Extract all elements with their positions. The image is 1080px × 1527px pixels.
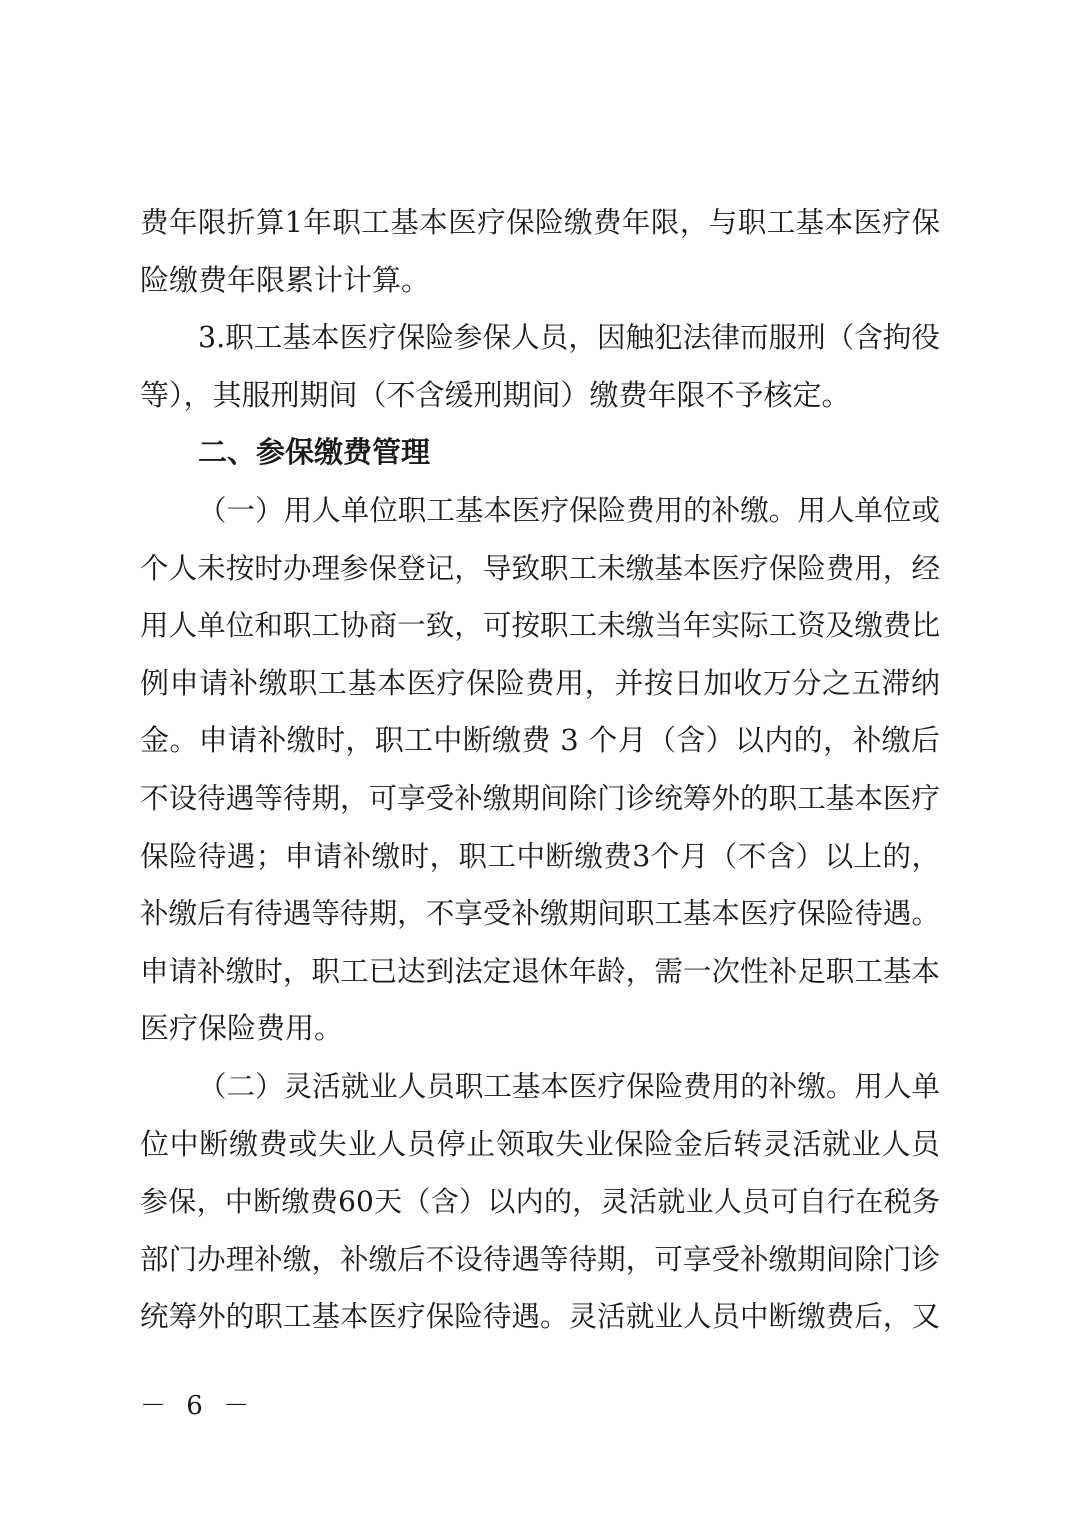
body-text-line: 申请补缴时，职工已达到法定退休年龄，需一次性补足职工基本 <box>140 954 940 988</box>
body-text-line: 参保，中断缴费60天（含）以内的，灵活就业人员可自行在税务 <box>140 1185 940 1219</box>
document-body <box>140 194 940 1346</box>
section-heading: 二、参保缴费管理 <box>198 435 431 470</box>
body-text-line: 部门办理补缴，补缴后不设待遇等待期，可享受补缴期间除门诊 <box>140 1242 940 1276</box>
body-text-line: 位中断缴费或失业人员停止领取失业保险金后转灵活就业人员 <box>140 1126 940 1161</box>
body-text-line: 保险待遇；申请补缴时，职工中断缴费3个月（不含）以上的， <box>140 839 940 873</box>
body-text-line: 医疗保险费用。 <box>140 1011 344 1046</box>
body-text-line: 等），其服刑期间（不含缓刑期间）缴费年限不予核定。 <box>140 377 851 412</box>
body-text-line: 不设待遇等待期，可享受补缴期间除门诊统筹外的职工基本医疗 <box>140 781 940 815</box>
body-text-line: （一）用人单位职工基本医疗保险费用的补缴。用人单位或 <box>198 493 940 527</box>
body-text-line: （二）灵活就业人员职工基本医疗保险费用的补缴。用人单 <box>198 1069 940 1103</box>
body-text-line: 个人未按时办理参保登记，导致职工未缴基本医疗保险费用，经 <box>140 551 940 585</box>
body-text-line: 统筹外的职工基本医疗保险待遇。灵活就业人员中断缴费后，又 <box>140 1300 940 1334</box>
body-text-line: 3.职工基本医疗保险参保人员，因触犯法律而服刑（含拘役 <box>198 321 940 355</box>
body-text-line: 补缴后有待遇等待期，不享受补缴期间职工基本医疗保险待遇。 <box>140 897 940 931</box>
body-text-line: 险缴费年限累计计算。 <box>140 262 431 297</box>
body-text-line: 费年限折算1年职工基本医疗保险缴费年限，与职工基本医疗保 <box>140 206 940 239</box>
page-number: － 6 － <box>140 1391 256 1421</box>
body-text-line: 用人单位和职工协商一致，可按职工未缴当年实际工资及缴费比 <box>140 609 940 643</box>
body-text-line: 例申请补缴职工基本医疗保险费用，并按日加收万分之五滞纳 <box>140 665 940 700</box>
body-text-line: 金。申请补缴时，职工中断缴费 3 个月（含）以内的，补缴后 <box>140 723 940 758</box>
